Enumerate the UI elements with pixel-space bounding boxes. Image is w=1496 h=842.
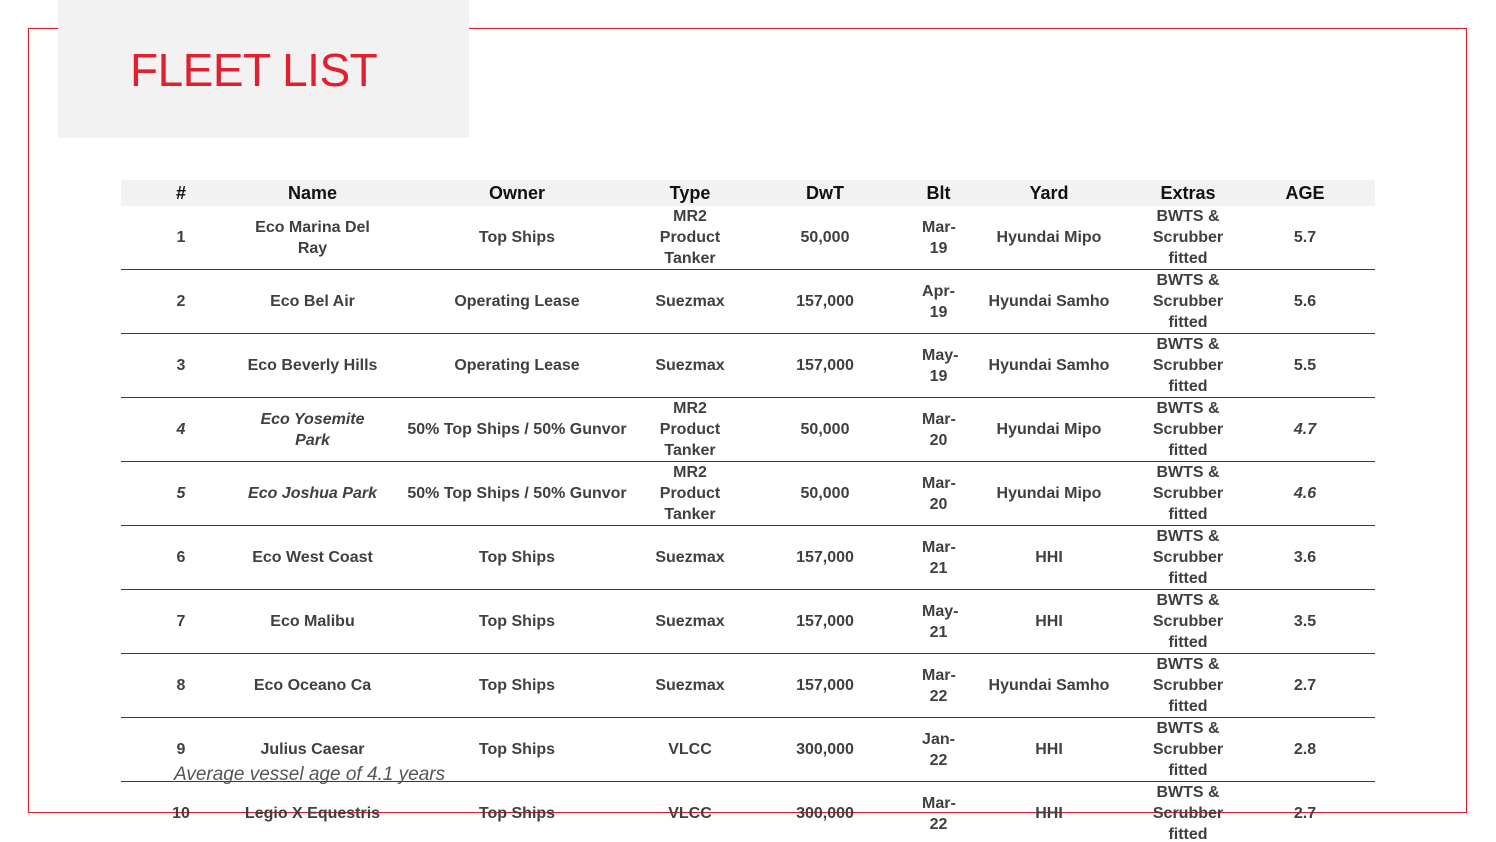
cell-yard: Hyundai Samho (957, 334, 1141, 398)
column-header-name: Name (287, 182, 338, 203)
cell-yard: HHI (957, 526, 1141, 590)
cell-name: Eco Bel Air (241, 270, 384, 334)
cell-dwt: 157,000 (730, 526, 920, 590)
column-header-extras: Extras (1160, 182, 1216, 203)
cell-dwt: 157,000 (730, 654, 920, 718)
cell-blt: Mar-22 (920, 654, 957, 718)
cell-yard: HHI (957, 718, 1141, 782)
cell-owner: 50% Top Ships / 50% Gunvor (384, 398, 650, 462)
average-age-note: Average vessel age of 4.1 years (174, 764, 446, 785)
cell-dwt: 50,000 (730, 206, 920, 270)
cell-name: Eco West Coast (241, 526, 384, 590)
cell-number: 10 (172, 805, 190, 822)
cell-age: 3.6 (1235, 526, 1375, 590)
cell-number: 9 (121, 718, 241, 782)
cell-owner: Top Ships (384, 718, 650, 782)
cell-name: Eco Yosemite Park (241, 398, 384, 462)
cell-owner: Top Ships (384, 654, 650, 718)
column-header-type: Type (669, 182, 711, 203)
cell-name: Legio X Equestris (244, 805, 381, 822)
cell-type: Suezmax (650, 654, 730, 718)
cell-type: Suezmax (650, 334, 730, 398)
cell-age: 4.7 (1235, 398, 1375, 462)
column-header-number: # (175, 182, 186, 203)
cell-extras: BWTS & Scrubber fitted (1141, 590, 1235, 654)
cell-yard: HHI (1035, 805, 1063, 822)
cell-number: 2 (121, 270, 241, 334)
cell-number: 3 (121, 334, 241, 398)
cell-owner: Top Ships (384, 206, 650, 270)
cell-extras: BWTS & Scrubber fitted (1152, 784, 1224, 842)
cell-type: VLCC (650, 718, 730, 782)
cell-blt: Apr-19 (920, 270, 957, 334)
cell-age: 2.7 (1293, 805, 1317, 822)
column-header-owner: Owner (488, 182, 545, 203)
cell-extras: BWTS & Scrubber fitted (1141, 526, 1235, 590)
table-header-row (121, 180, 1375, 206)
cell-dwt: 50,000 (730, 398, 920, 462)
cell-yard: Hyundai Samho (957, 654, 1141, 718)
fleet-table (121, 180, 1375, 842)
cell-extras: BWTS & Scrubber fitted (1141, 654, 1235, 718)
cell-blt: Mar-21 (920, 526, 957, 590)
cell-blt: Mar-20 (920, 398, 957, 462)
cell-type: VLCC (668, 805, 712, 822)
table-row (121, 270, 1375, 334)
cell-number: 1 (121, 206, 241, 270)
column-header-dwt: DwT (806, 182, 844, 203)
cell-yard: Hyundai Mipo (957, 462, 1141, 526)
cell-name: Julius Caesar (241, 718, 384, 782)
table-row (121, 334, 1375, 398)
cell-name: Eco Malibu (241, 590, 384, 654)
table-row (121, 782, 1375, 842)
cell-blt: Mar-19 (920, 206, 957, 270)
cell-extras: BWTS & Scrubber fitted (1141, 270, 1235, 334)
cell-owner: Top Ships (384, 526, 650, 590)
cell-extras: BWTS & Scrubber fitted (1141, 206, 1235, 270)
table-row (121, 590, 1375, 654)
column-header-age: AGE (1285, 182, 1325, 203)
cell-number: 4 (121, 398, 241, 462)
column-header-yard: Yard (1029, 182, 1069, 203)
table-row (121, 462, 1375, 526)
cell-age: 5.5 (1235, 334, 1375, 398)
cell-age: 5.6 (1235, 270, 1375, 334)
cell-dwt: 157,000 (730, 590, 920, 654)
cell-owner: Operating Lease (384, 334, 650, 398)
cell-blt: Mar-20 (920, 462, 957, 526)
cell-dwt: 157,000 (730, 334, 920, 398)
cell-age: 2.7 (1235, 654, 1375, 718)
cell-age: 2.8 (1235, 718, 1375, 782)
cell-extras: BWTS & Scrubber fitted (1141, 718, 1235, 782)
cell-type: MR2 Product Tanker (650, 462, 730, 526)
cell-extras: BWTS & Scrubber fitted (1141, 462, 1235, 526)
cell-dwt: 157,000 (730, 270, 920, 334)
cell-age: 4.6 (1235, 462, 1375, 526)
cell-extras: BWTS & Scrubber fitted (1141, 334, 1235, 398)
cell-number: 5 (121, 462, 241, 526)
cell-blt: May-19 (920, 334, 957, 398)
cell-yard: Hyundai Mipo (957, 206, 1141, 270)
cell-owner: Top Ships (384, 590, 650, 654)
cell-extras: BWTS & Scrubber fitted (1141, 398, 1235, 462)
cell-dwt: 50,000 (730, 462, 920, 526)
cell-type: Suezmax (650, 270, 730, 334)
cell-owner: Top Ships (478, 805, 556, 822)
cell-age: 5.7 (1235, 206, 1375, 270)
cell-blt: May-21 (920, 590, 957, 654)
fleet-table-body (121, 206, 1375, 842)
table-row (121, 526, 1375, 590)
table-row (121, 654, 1375, 718)
cell-blt: Mar-22 (922, 794, 956, 833)
cell-number: 7 (121, 590, 241, 654)
cell-owner: Operating Lease (384, 270, 650, 334)
cell-yard: Hyundai Mipo (957, 398, 1141, 462)
cell-type: Suezmax (650, 590, 730, 654)
column-header-blt: Blt (926, 182, 951, 203)
cell-type: Suezmax (650, 526, 730, 590)
cell-dwt: 300,000 (796, 805, 854, 822)
cell-owner: 50% Top Ships / 50% Gunvor (384, 462, 650, 526)
cell-number: 6 (121, 526, 241, 590)
cell-blt: Jan-22 (920, 718, 957, 782)
cell-number: 8 (121, 654, 241, 718)
cell-type: MR2 Product Tanker (650, 206, 730, 270)
cell-name: Eco Beverly Hills (241, 334, 384, 398)
cell-name: Eco Oceano Ca (241, 654, 384, 718)
cell-name: Eco Joshua Park (241, 462, 384, 526)
cell-yard: Hyundai Samho (957, 270, 1141, 334)
table-row (121, 398, 1375, 462)
cell-yard: HHI (957, 590, 1141, 654)
page-title: FLEET LIST (130, 44, 378, 96)
table-row (121, 206, 1375, 270)
cell-name: Eco Marina Del Ray (241, 206, 384, 270)
cell-type: MR2 Product Tanker (650, 398, 730, 462)
cell-age: 3.5 (1235, 590, 1375, 654)
cell-dwt: 300,000 (730, 718, 920, 782)
